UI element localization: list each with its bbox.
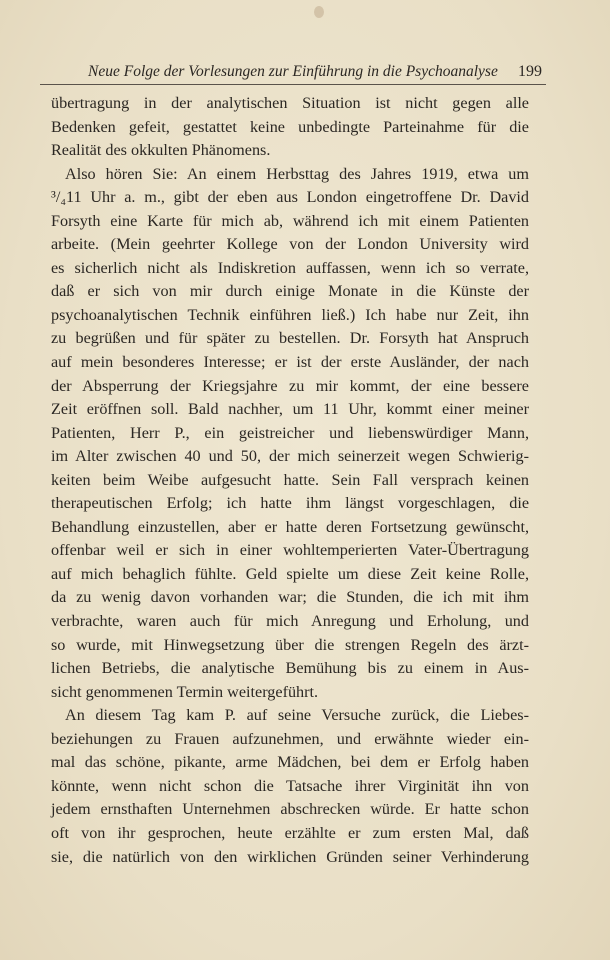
text-line: sicht genommenen Termin weitergeführt. bbox=[51, 682, 319, 701]
text-line: Zeit eröffnen soll. Bald nachher, um 11 Uhr, kommt einer meiner bbox=[51, 400, 529, 419]
text-line: psychoanalytischen Technik einführen ließ.) Ich habe nur Zeit, ihn bbox=[51, 305, 529, 324]
text-line: lichen Betriebs, die analytische Bemühung bis zu einem in Aus- bbox=[51, 659, 529, 678]
text-line: so wurde, mit Hinwegsetzung über die strengen Regeln des ärzt- bbox=[51, 635, 529, 654]
text-line: Patienten, Herr P., ein geistreicher und liebenswürdiger Mann, bbox=[51, 423, 529, 442]
text-line: könnte, wenn nicht schon die Tatsache ihrer Virginität ihn von bbox=[51, 776, 529, 795]
text-line: offenbar weil er sich in einer wohltemperierten Vater-Übertragung bbox=[51, 541, 529, 560]
text-line: beziehungen zu Frauen aufzunehmen, und erwähnte wieder ein- bbox=[51, 729, 529, 748]
text-line: im Alter zwischen 40 und 50, der mich seinerzeit wegen Schwierig- bbox=[51, 447, 529, 466]
text-line: Forsyth eine Karte für mich ab, während ich mit einem Patienten bbox=[51, 211, 529, 230]
text-line: therapeutischen Erfolg; ich hatte ihm längst vorgeschlagen, die bbox=[51, 494, 529, 513]
text-line: sie, die natürlich von den wirklichen Gründen seiner Verhinderung bbox=[51, 847, 529, 866]
text-line: Also hören Sie: An einem Herbsttag des Jahres 1919, etwa um bbox=[65, 164, 529, 183]
text-line: ³/₄11 Uhr a. m., gibt der eben aus London eingetroffene Dr. David bbox=[51, 188, 529, 207]
text-line: An diesem Tag kam P. auf seine Versuche zurück, die Liebes- bbox=[65, 706, 529, 725]
page-number: 199 bbox=[518, 63, 542, 80]
text-line: verbrachte, waren auch für mich Anregung und Erholung, und bbox=[51, 612, 529, 631]
text-line: daß er sich von mir durch einige Monate in die Künste der bbox=[51, 282, 529, 301]
paper-stain bbox=[314, 6, 324, 18]
text-line: der Absperrung der Kriegsjahre zu mir kommt, der eine bessere bbox=[51, 376, 529, 395]
text-line: auf mich behaglich fühlte. Geld spielte um diese Zeit keine Rolle, bbox=[51, 564, 529, 583]
text-line: arbeite. (Mein geehrter Kollege von der London University wird bbox=[51, 235, 529, 254]
text-line: mal das schöne, pikante, arme Mädchen, bei dem er Erfolg haben bbox=[51, 753, 529, 772]
text-line: Realität des okkulten Phänomens. bbox=[51, 141, 271, 160]
text-line: übertragung in der analytischen Situation ist nicht gegen alle bbox=[51, 94, 529, 112]
text-line: jedem ernsthaften Unternehmen abschrecken würde. Er hatte schon bbox=[51, 800, 529, 819]
text-line: auf mein besonderes Interesse; er ist der erste Ausländer, der nach bbox=[51, 353, 529, 372]
text-line: Bedenken gefeit, gestattet keine unbedingte Parteinahme für die bbox=[51, 117, 529, 136]
running-header bbox=[40, 62, 546, 85]
running-title: Neue Folge der Vorlesungen zur Einführung in die Psychoanalyse bbox=[88, 63, 498, 80]
text-line: oft von ihr gesprochen, heute erzählte er zum ersten Mal, daß bbox=[51, 823, 529, 842]
text-line: keiten beim Weibe aufgesucht hatte. Sein Fall versprach keinen bbox=[51, 470, 529, 489]
text-line: da zu wenig davon vorhanden war; die Stunden, die ich mit ihm bbox=[51, 588, 529, 607]
text-line: es sicherlich nicht als Indiskretion auffassen, wenn ich so verrate, bbox=[51, 258, 529, 277]
body-text bbox=[51, 92, 529, 869]
text-line: zu begrüßen und für später zu bestellen. Dr. Forsyth hat Anspruch bbox=[51, 329, 529, 348]
text-line: Behandlung einzustellen, aber er hatte deren Fortsetzung gewünscht, bbox=[51, 517, 529, 536]
